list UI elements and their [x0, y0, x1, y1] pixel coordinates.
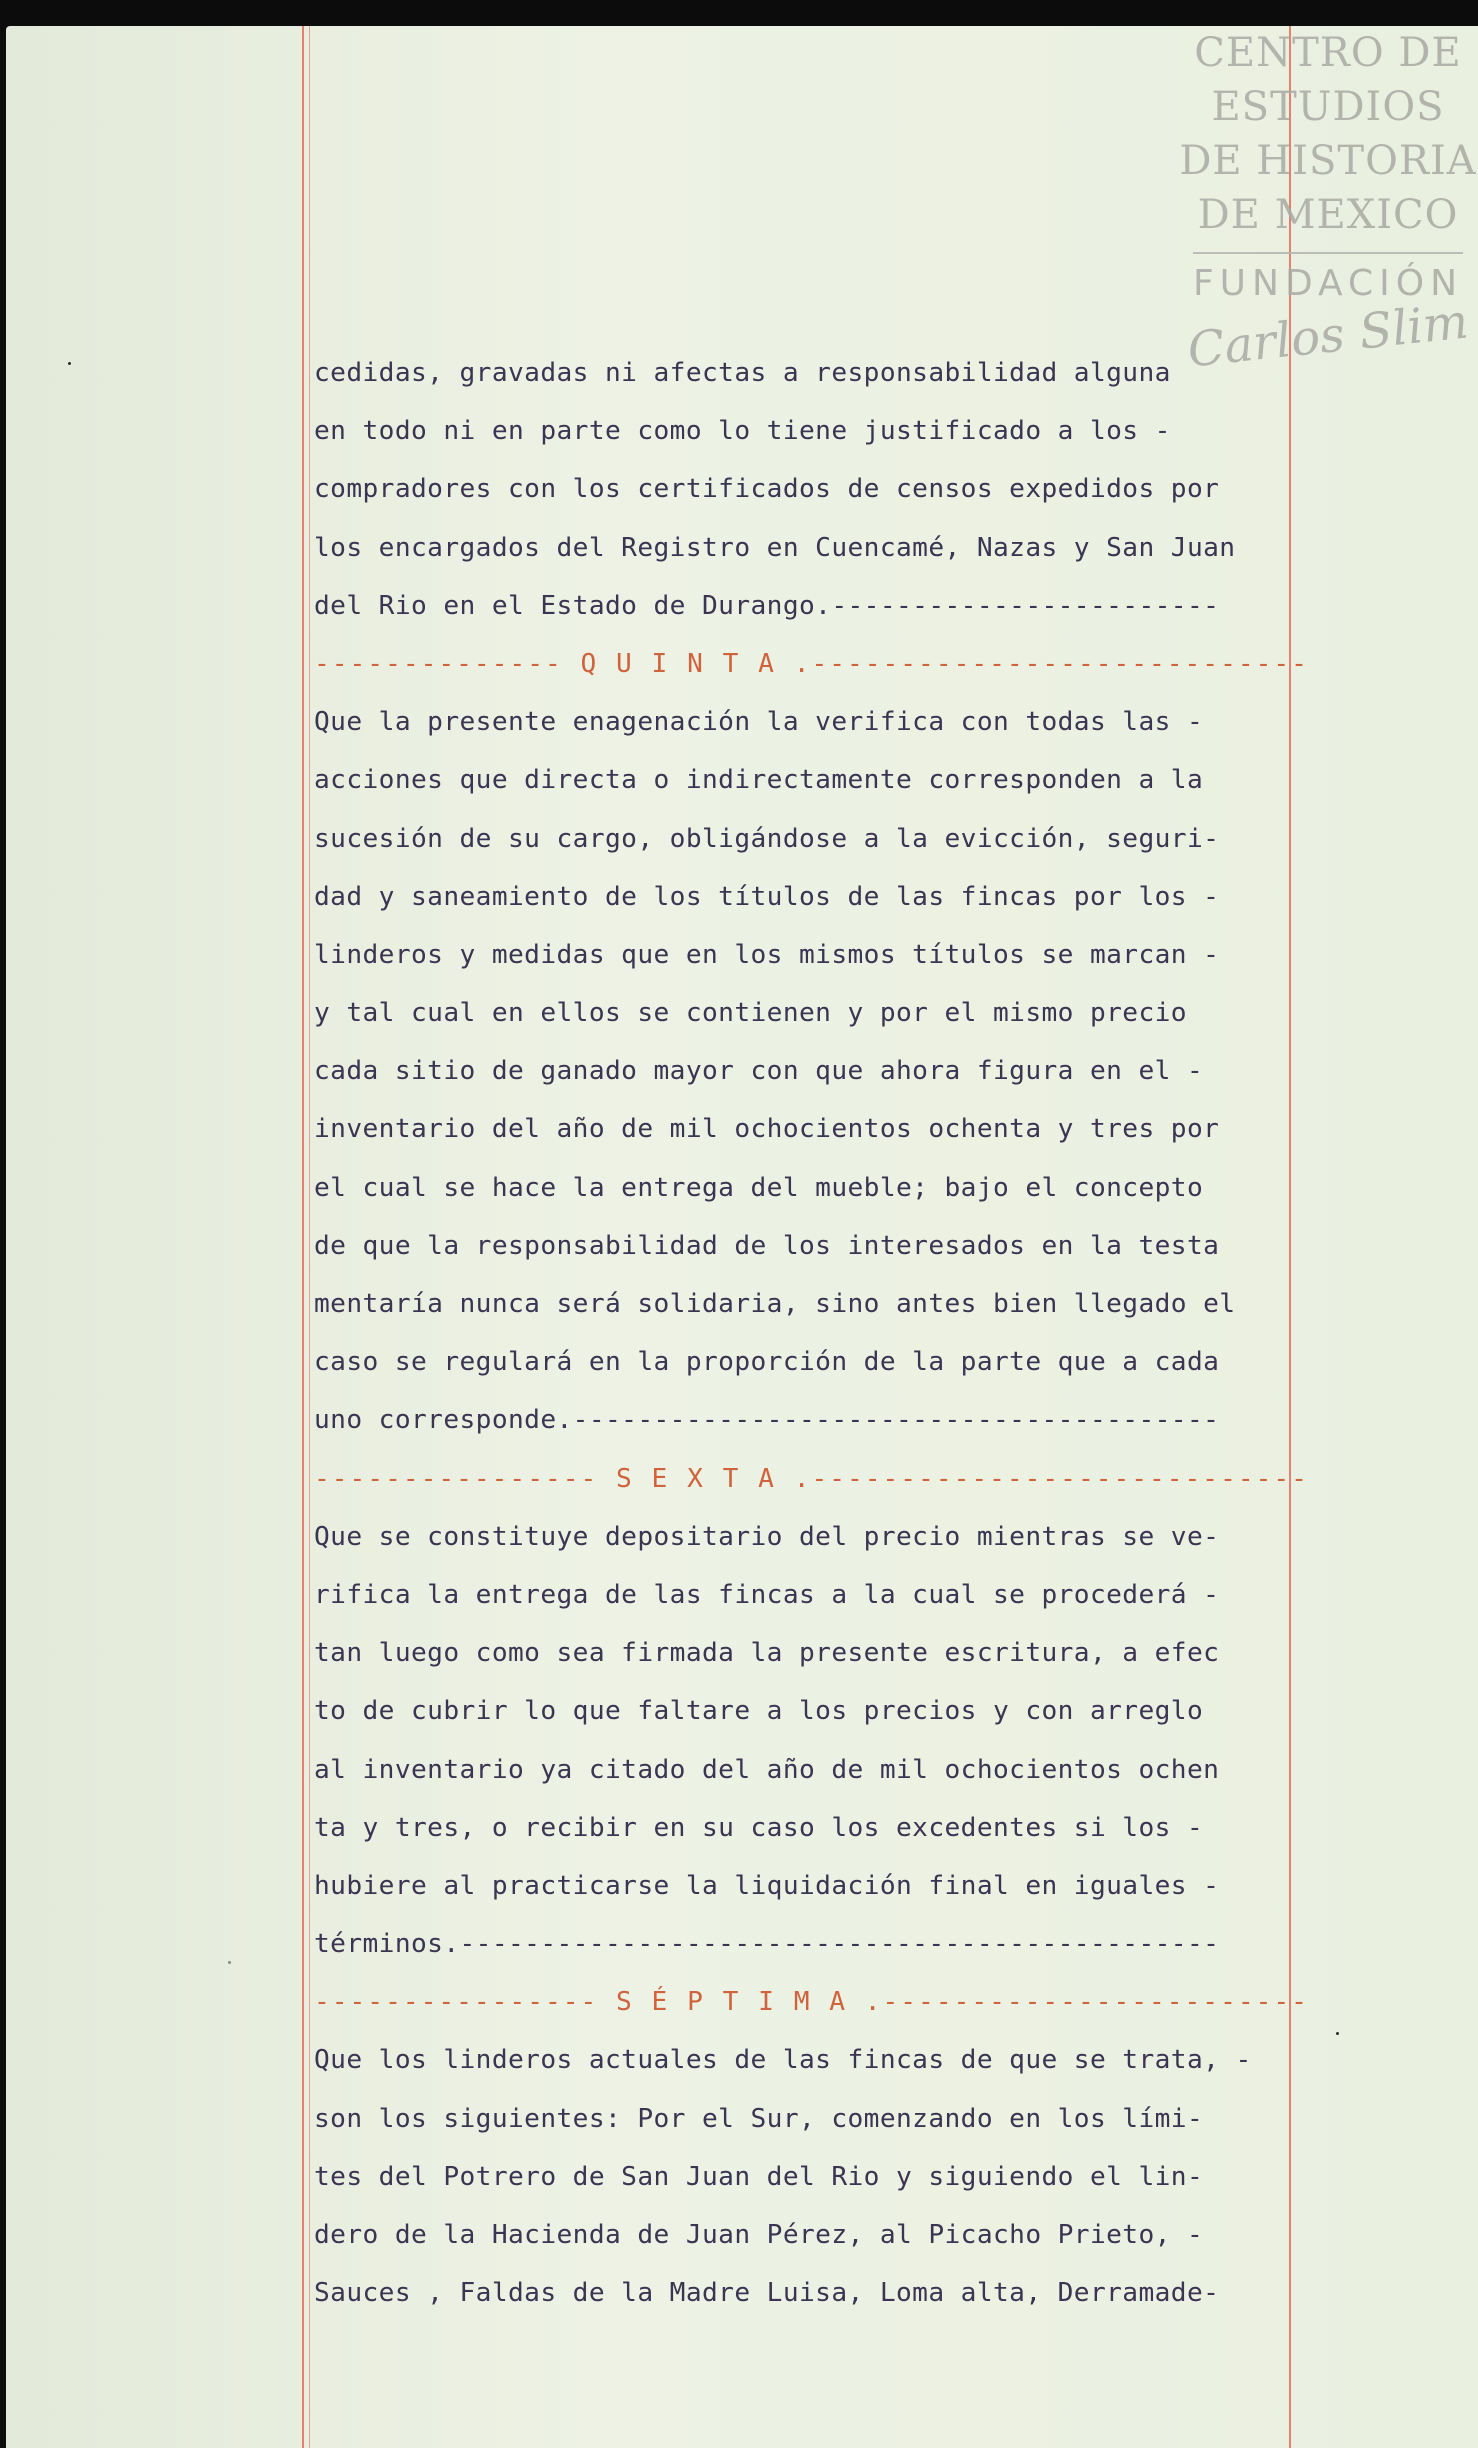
text-line: cedidas, gravadas ni afectas a responsabilidad alguna: [314, 358, 1171, 388]
text-line: del Rio en el Estado de Durango.------------------------: [314, 590, 1220, 621]
text-line: uno corresponde.----------------------------------------: [314, 1405, 1220, 1436]
text-line: términos.-----------------------------------------------: [314, 1929, 1220, 1960]
text-line: inventario del año de mil ochocientos ochenta y tres por: [314, 1114, 1220, 1145]
text-line: linderos y medidas que en los mismos títulos se marcan -: [314, 939, 1220, 970]
text-line: dad y saneamiento de los títulos de las fincas por los -: [314, 881, 1220, 912]
text-line: cada sitio de ganado mayor con que ahora figura en el -: [314, 1056, 1204, 1087]
text-line: Que la presente enagenación la verifica con todas las -: [314, 707, 1204, 738]
watermark-signature: Carlos Slim: [1185, 293, 1471, 379]
text-line: los encargados del Registro en Cuencamé, Nazas y San Juan: [314, 532, 1236, 563]
text-line: tan luego como sea firmada la presente escritura, a efec: [314, 1638, 1220, 1669]
section-heading-sexta: ---------------- S E X T A .----------------------------: [314, 1463, 1309, 1494]
text-line: rifica la entrega de las fincas a la cual se procederá -: [314, 1579, 1220, 1610]
text-line: caso se regulará en la proporción de la parte que a cada: [314, 1347, 1220, 1378]
text-line: to de cubrir lo que faltare a los precios y con arreglo: [314, 1696, 1204, 1727]
watermark-divider: [1193, 252, 1463, 254]
text-line: en todo ni en parte como lo tiene justificado a los -: [314, 416, 1171, 447]
watermark-foundation: FUNDACIÓN: [1192, 263, 1464, 304]
text-line: son los siguientes: Por el Sur, comenzando en los lími-: [314, 2103, 1204, 2134]
text-line: dero de la Hacienda de Juan Pérez, al Picacho Prieto, -: [314, 2220, 1204, 2250]
section-heading-quinta: -------------- Q U I N T A .----------------------------: [314, 648, 1309, 679]
left-margin-rule: [302, 26, 304, 2448]
text-line: tes del Potrero de San Juan del Rio y siguiendo el lin-: [314, 2161, 1204, 2192]
paper-speck: [1336, 2032, 1339, 2035]
watermark-line: CENTRO DE: [1194, 30, 1462, 76]
text-line: el cual se hace la entrega del mueble; bajo el concepto: [314, 1172, 1204, 1203]
paper-speck: [228, 1961, 231, 1964]
typed-text-body: [314, 344, 1314, 2322]
text-line: y tal cual en ellos se contienen y por el mismo precio: [314, 998, 1187, 1029]
section-heading-septima: ---------------- S É P T I M A .------------------------: [314, 1987, 1309, 2018]
watermark-line: DE HISTORIA: [1179, 138, 1477, 184]
text-line: sucesión de su cargo, obligándose a la evicción, seguri-: [314, 823, 1220, 854]
archive-watermark: [1178, 26, 1478, 396]
text-line: acciones que directa o indirectamente corresponden a la: [314, 765, 1204, 796]
left-margin-rule-inner: [309, 26, 310, 2448]
text-line: mentaría nunca será solidaria, sino antes bien llegado el: [314, 1289, 1236, 1319]
text-line: compradores con los certificados de censos expedidos por: [314, 474, 1220, 505]
watermark-line: ESTUDIOS: [1211, 84, 1445, 130]
text-line: al inventario ya citado del año de mil ochocientos ochen: [314, 1754, 1220, 1785]
paper-speck: [68, 362, 71, 365]
text-line: hubiere al practicarse la liquidación final en iguales -: [314, 1870, 1220, 1901]
text-line: Que los linderos actuales de las fincas de que se trata, -: [314, 2045, 1252, 2076]
watermark-line: DE MEXICO: [1197, 192, 1459, 238]
text-line: de que la responsabilidad de los interesados en la testa: [314, 1230, 1220, 1261]
text-line: Que se constituye depositario del precio mientras se ve-: [314, 1521, 1220, 1552]
document-page: [6, 26, 1478, 2448]
text-line: ta y tres, o recibir en su caso los excedentes si los -: [314, 1812, 1204, 1843]
text-line: Sauces , Faldas de la Madre Luisa, Loma alta, Derramade-: [314, 2278, 1220, 2309]
